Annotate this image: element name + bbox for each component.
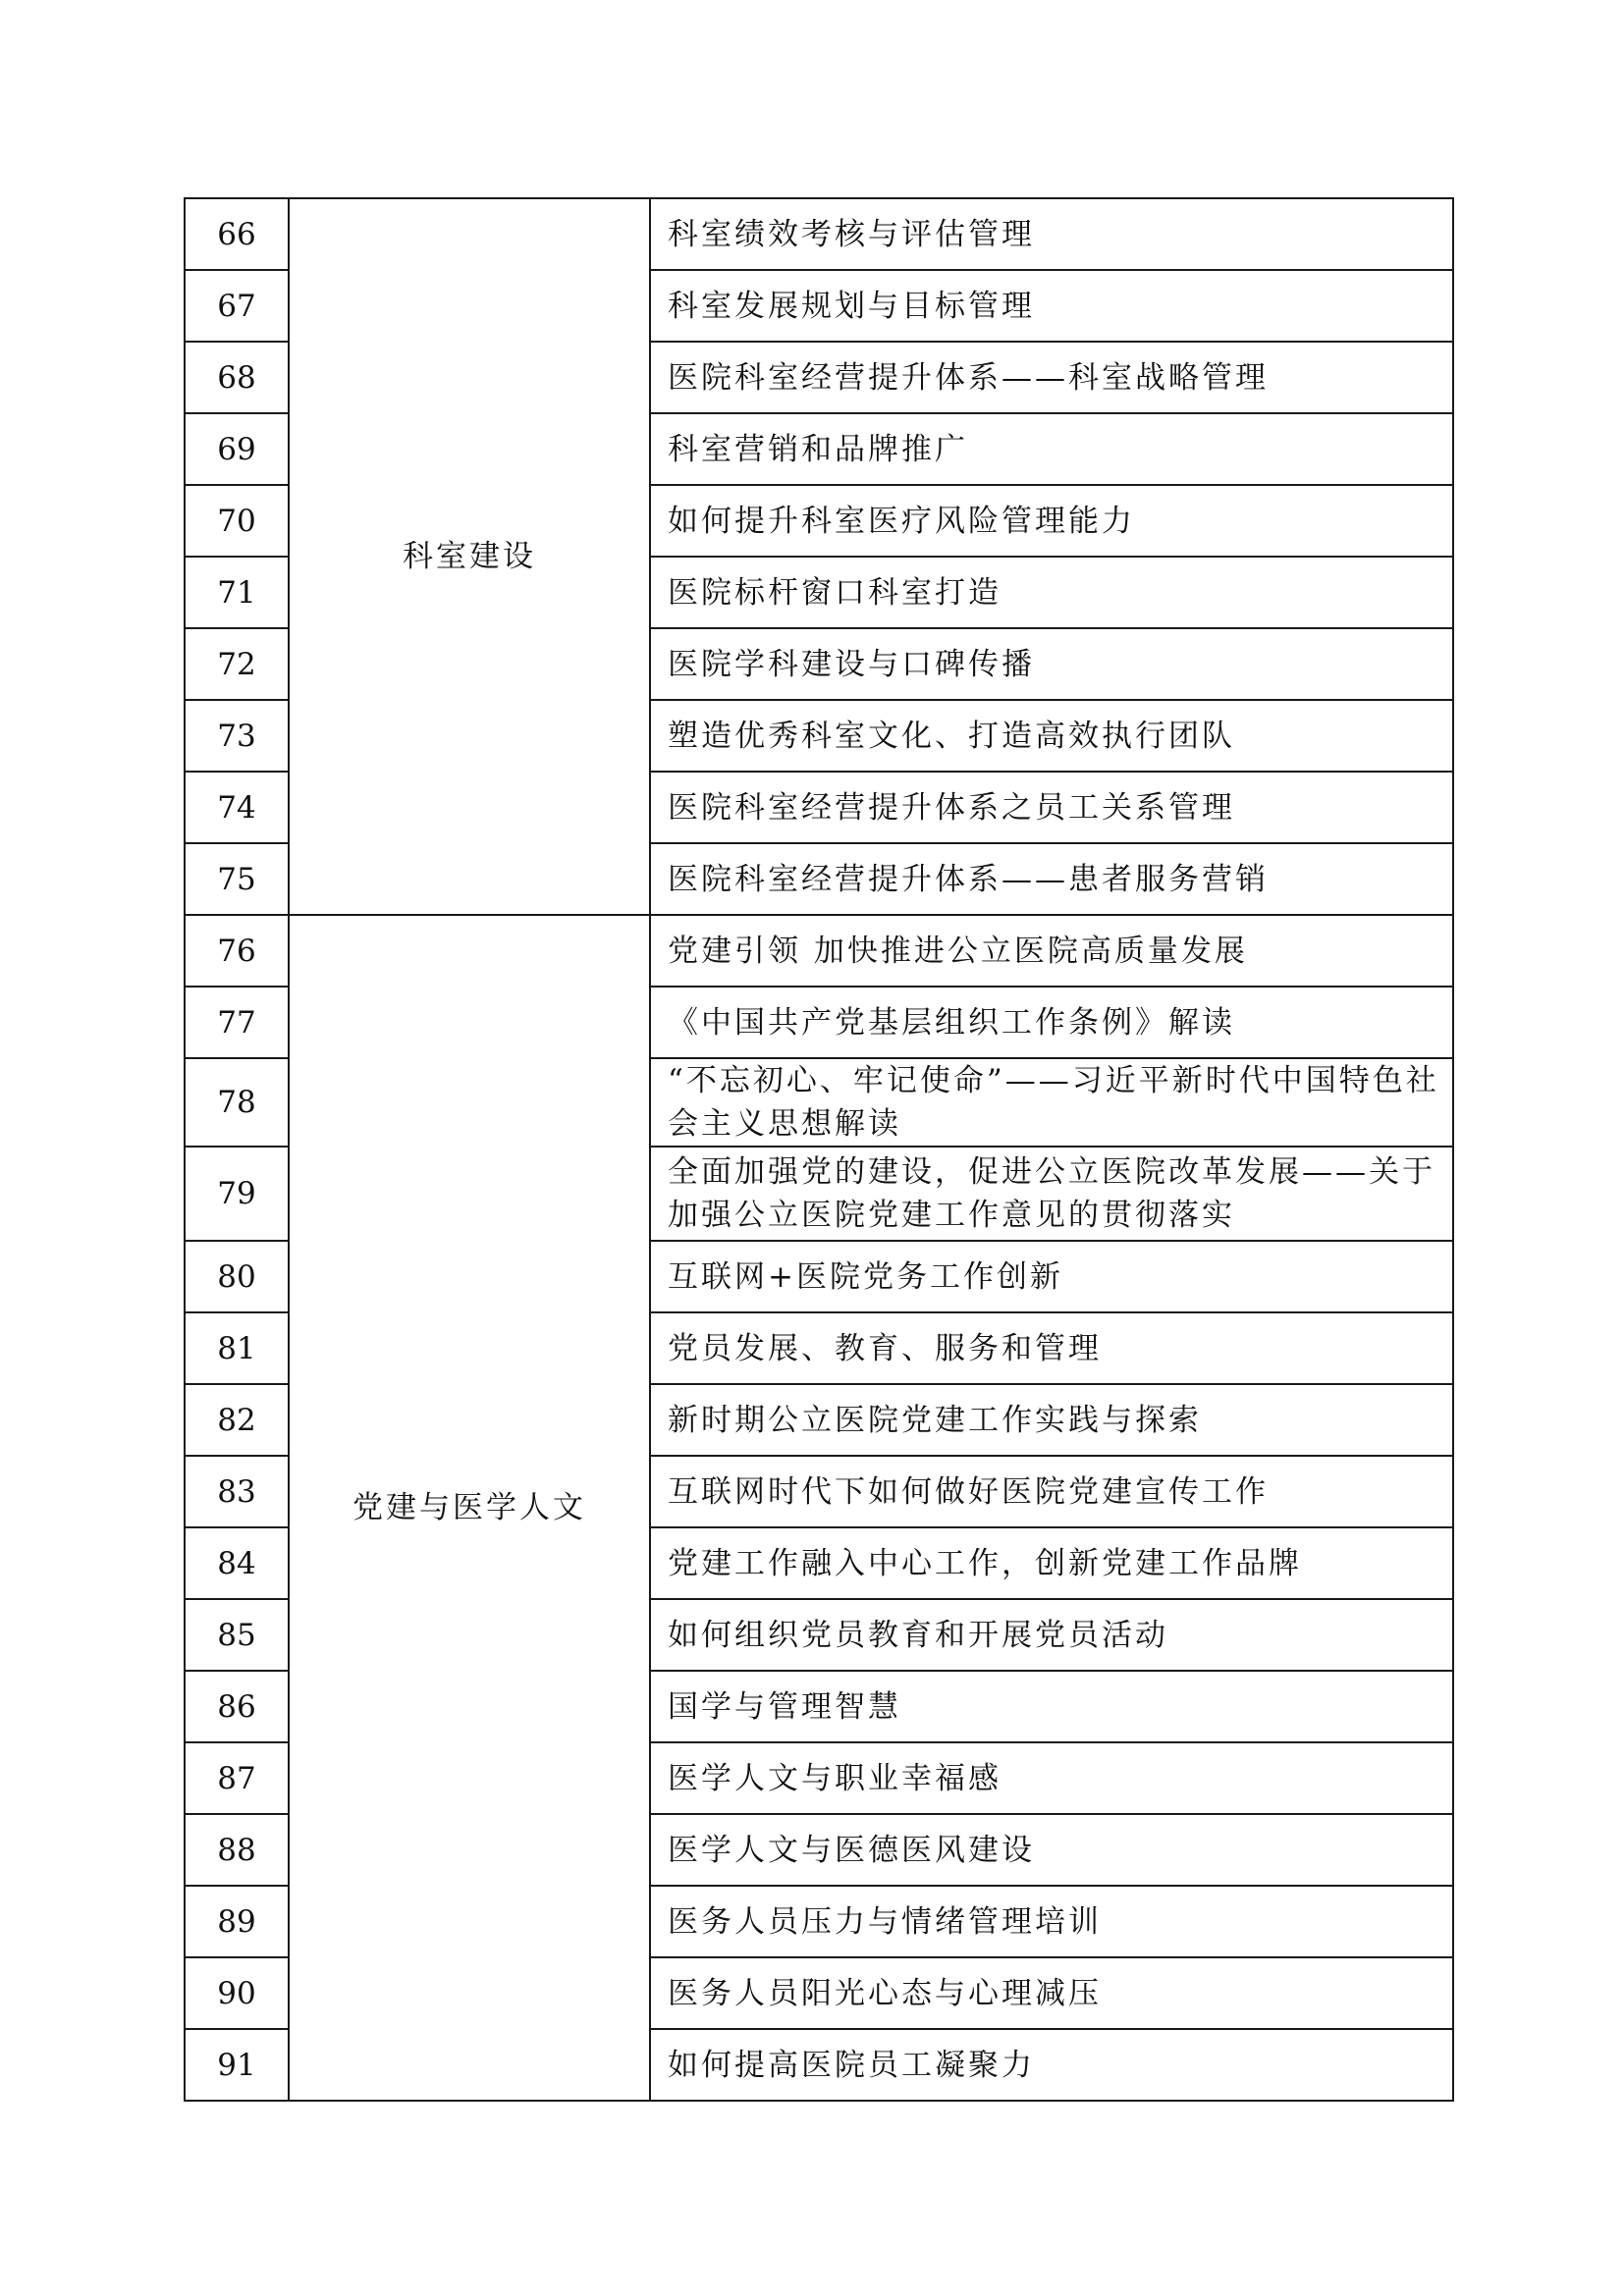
topic-cell: 党建引领 加快推进公立医院高质量发展 xyxy=(650,915,1453,987)
row-number: 81 xyxy=(185,1312,289,1384)
topic-cell: 互联网+医院党务工作创新 xyxy=(650,1241,1453,1312)
topic-cell: 医院科室经营提升体系——科室战略管理 xyxy=(650,342,1453,413)
category-cell: 党建与医学人文 xyxy=(289,915,650,2101)
topic-cell: 科室发展规划与目标管理 xyxy=(650,270,1453,342)
row-number: 84 xyxy=(185,1527,289,1599)
row-number: 66 xyxy=(185,198,289,270)
row-number: 80 xyxy=(185,1241,289,1312)
category-cell: 科室建设 xyxy=(289,198,650,915)
topic-cell: 全面加强党的建设，促进公立医院改革发展——关于加强公立医院党建工作意见的贯彻落实 xyxy=(650,1147,1453,1241)
row-number: 91 xyxy=(185,2029,289,2101)
row-number: 68 xyxy=(185,342,289,413)
row-number: 85 xyxy=(185,1599,289,1671)
row-number: 71 xyxy=(185,557,289,628)
topic-cell: 如何组织党员教育和开展党员活动 xyxy=(650,1599,1453,1671)
topic-cell: 医学人文与职业幸福感 xyxy=(650,1742,1453,1814)
row-number: 74 xyxy=(185,772,289,843)
topic-cell: 国学与管理智慧 xyxy=(650,1671,1453,1742)
row-number: 89 xyxy=(185,1886,289,1957)
row-number: 82 xyxy=(185,1384,289,1456)
topic-cell: “不忘初心、牢记使命”——习近平新时代中国特色社会主义思想解读 xyxy=(650,1058,1453,1147)
topic-cell: 党建工作融入中心工作，创新党建工作品牌 xyxy=(650,1527,1453,1599)
row-number: 75 xyxy=(185,843,289,915)
row-number: 86 xyxy=(185,1671,289,1742)
topic-cell: 如何提升科室医疗风险管理能力 xyxy=(650,485,1453,557)
row-number: 70 xyxy=(185,485,289,557)
course-topics-table xyxy=(184,197,1454,2102)
topic-cell: 科室绩效考核与评估管理 xyxy=(650,198,1453,270)
table-body xyxy=(185,198,1453,2101)
topic-cell: 医院科室经营提升体系——患者服务营销 xyxy=(650,843,1453,915)
row-number: 73 xyxy=(185,700,289,772)
topic-cell: 新时期公立医院党建工作实践与探索 xyxy=(650,1384,1453,1456)
row-number: 83 xyxy=(185,1456,289,1527)
row-number: 77 xyxy=(185,987,289,1058)
row-number: 78 xyxy=(185,1058,289,1147)
row-number: 69 xyxy=(185,413,289,485)
topic-cell: 医务人员压力与情绪管理培训 xyxy=(650,1886,1453,1957)
topic-cell: 医务人员阳光心态与心理减压 xyxy=(650,1957,1453,2029)
row-number: 76 xyxy=(185,915,289,987)
topic-cell: 医院学科建设与口碑传播 xyxy=(650,628,1453,700)
topic-cell: 《中国共产党基层组织工作条例》解读 xyxy=(650,987,1453,1058)
row-number: 88 xyxy=(185,1814,289,1886)
topic-cell: 医学人文与医德医风建设 xyxy=(650,1814,1453,1886)
row-number: 72 xyxy=(185,628,289,700)
topic-cell: 塑造优秀科室文化、打造高效执行团队 xyxy=(650,700,1453,772)
topic-cell: 医院标杆窗口科室打造 xyxy=(650,557,1453,628)
row-number: 67 xyxy=(185,270,289,342)
topic-cell: 互联网时代下如何做好医院党建宣传工作 xyxy=(650,1456,1453,1527)
topic-cell: 如何提高医院员工凝聚力 xyxy=(650,2029,1453,2101)
topic-cell: 党员发展、教育、服务和管理 xyxy=(650,1312,1453,1384)
topic-cell: 科室营销和品牌推广 xyxy=(650,413,1453,485)
table-row xyxy=(185,915,1453,987)
topic-cell: 医院科室经营提升体系之员工关系管理 xyxy=(650,772,1453,843)
table-row xyxy=(185,198,1453,270)
row-number: 90 xyxy=(185,1957,289,2029)
row-number: 87 xyxy=(185,1742,289,1814)
row-number: 79 xyxy=(185,1147,289,1241)
